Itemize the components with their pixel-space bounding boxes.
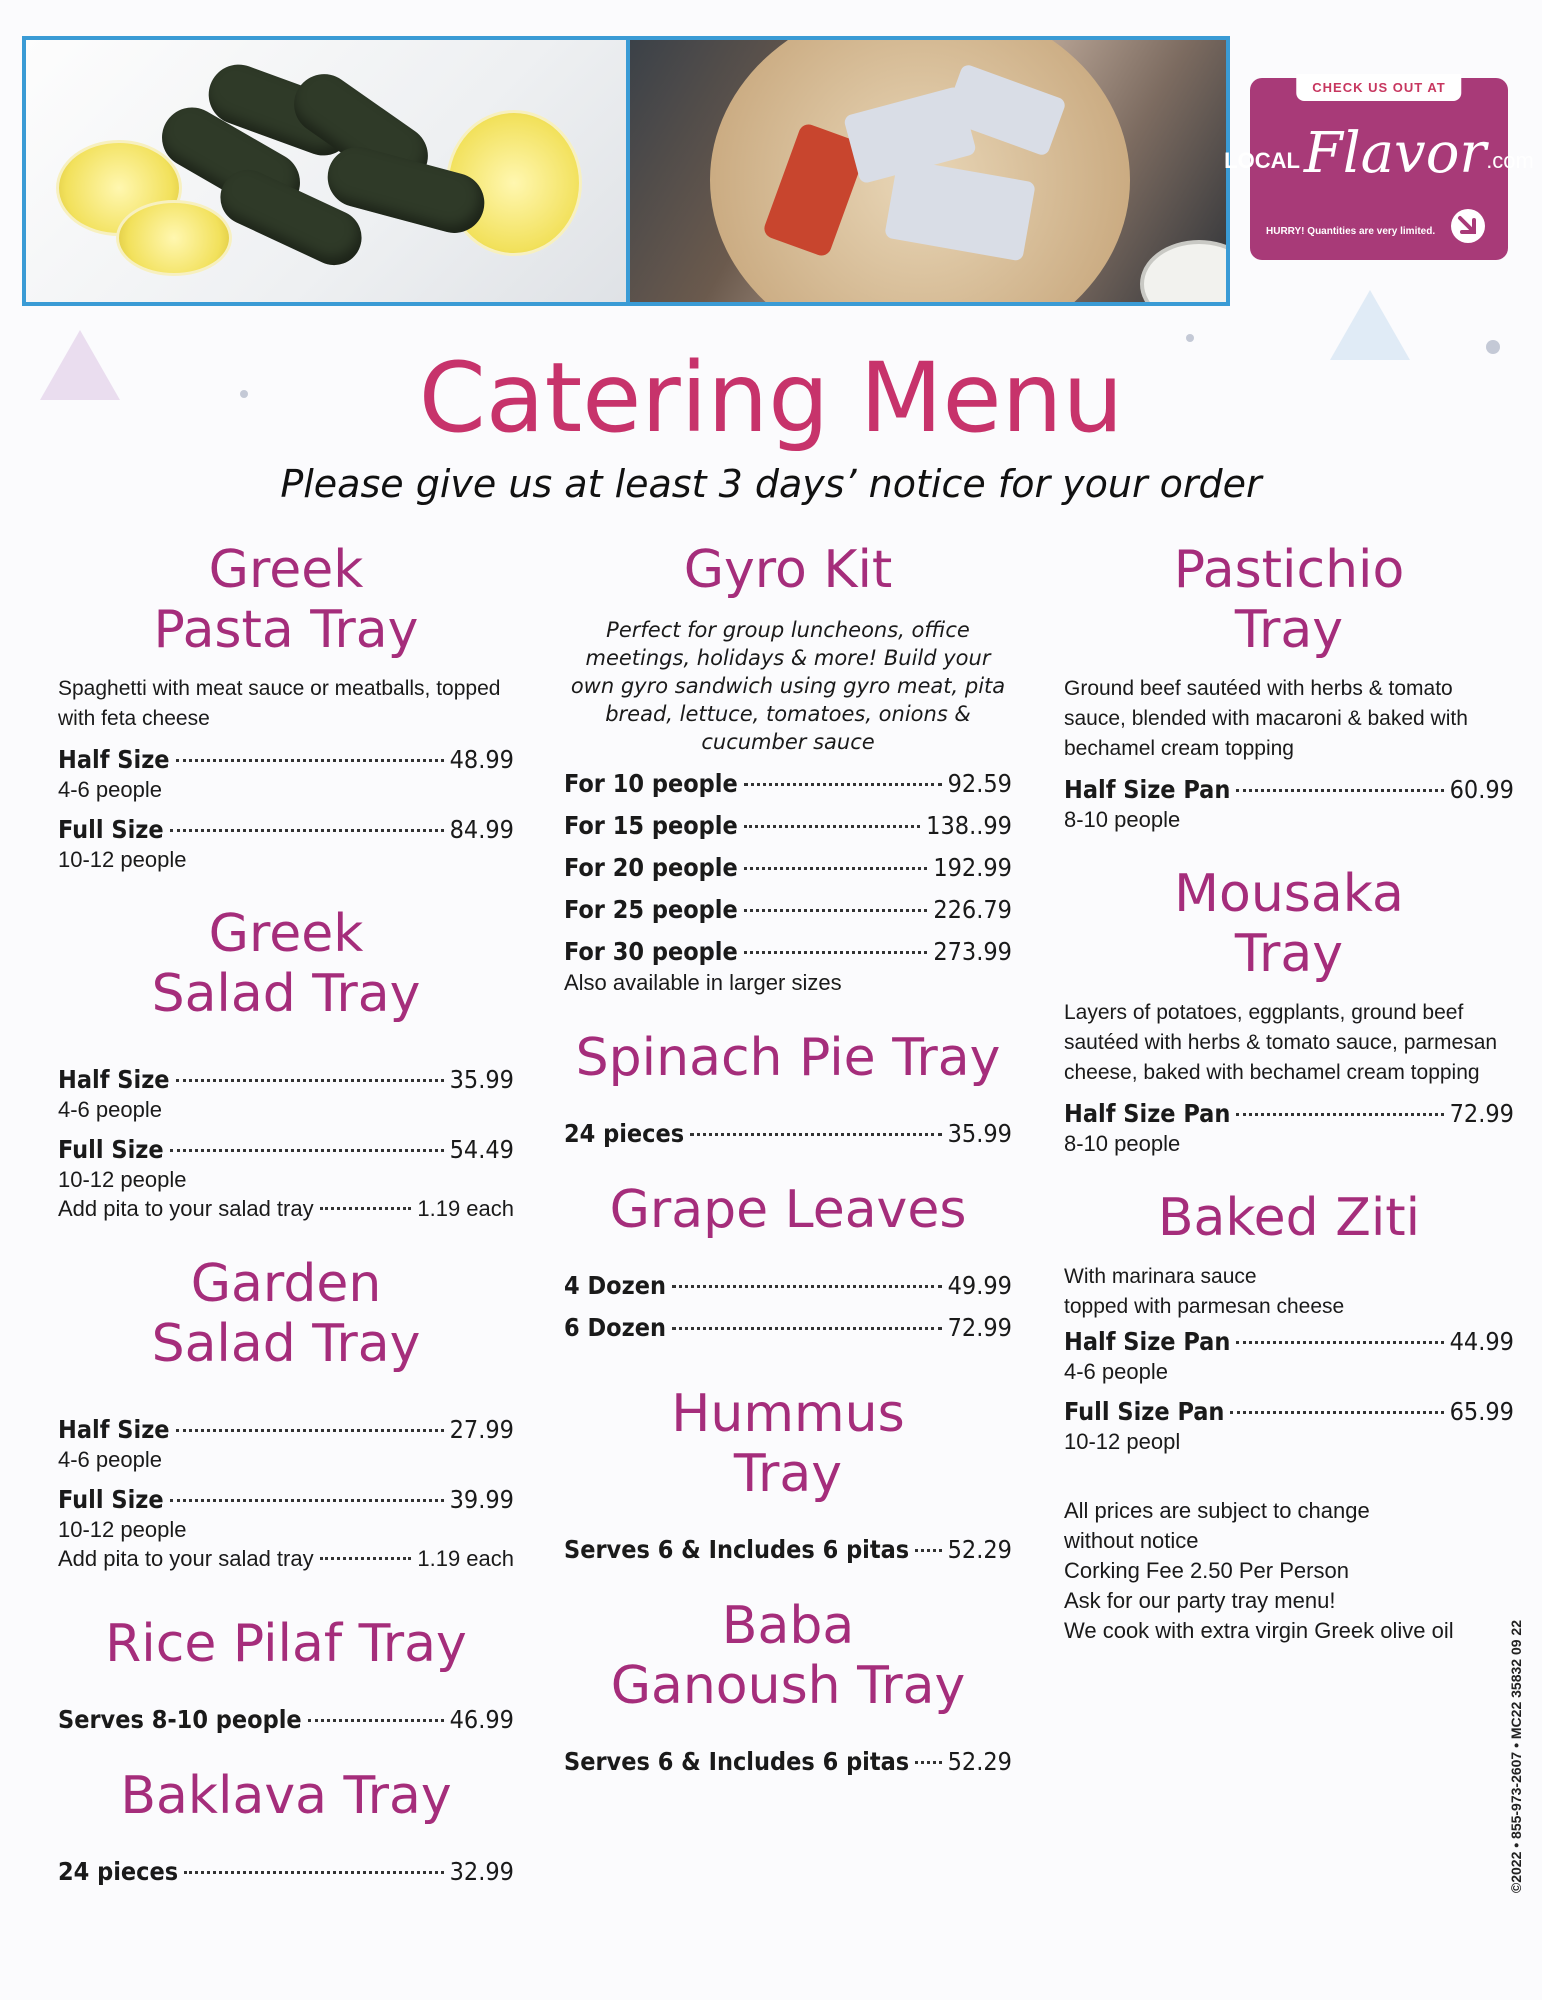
section-gyro-kit	[564, 540, 1012, 998]
leader-dots	[1236, 1113, 1443, 1116]
item-price: 72.99	[1449, 1099, 1514, 1128]
section-description: Ground beef sautéed with herbs & tomato sauce, blended with macaroni & baked with bechamel cream topping	[1064, 677, 1468, 760]
menu-item	[58, 1414, 514, 1446]
leader-dots	[690, 1133, 941, 1136]
item-label: Half Size Pan	[1064, 775, 1231, 804]
addon-item	[58, 1544, 514, 1574]
item-label: Full Size	[58, 1135, 164, 1164]
menu-item	[564, 1534, 1012, 1566]
title-line: Salad Tray	[151, 1314, 421, 1374]
badge-top-label: CHECK US OUT AT	[1296, 74, 1461, 101]
item-price: 273.99	[933, 937, 1012, 966]
item-price: 52.29	[947, 1747, 1012, 1776]
leader-dots	[1230, 1411, 1443, 1414]
menu-item	[564, 852, 1012, 884]
item-label: Half Size Pan	[1064, 1099, 1231, 1128]
leader-dots	[176, 1429, 444, 1432]
section-title	[58, 1254, 514, 1374]
leader-dots	[170, 1149, 444, 1152]
menu-item	[58, 1064, 514, 1096]
item-serving: 10-12 people	[58, 847, 187, 872]
section-title: Baked Ziti	[1157, 1188, 1421, 1248]
leader-dots	[1236, 1341, 1443, 1344]
menu-item	[58, 814, 514, 846]
desc-line: With marinara sauce	[1064, 1265, 1257, 1288]
item-price: 226.79	[933, 895, 1012, 924]
leader-dots	[744, 867, 928, 870]
item-serving: 8-10 people	[1064, 807, 1181, 832]
menu-item	[58, 1134, 514, 1166]
item-serving: 10-12 people	[58, 1167, 187, 1192]
section-pastichio	[1064, 540, 1514, 834]
menu-item	[564, 1312, 1012, 1344]
item-label: For 15 people	[564, 811, 738, 840]
item-price: 27.99	[449, 1415, 514, 1444]
menu-item	[58, 1856, 514, 1888]
section-title	[58, 904, 514, 1024]
section-title	[1064, 864, 1514, 984]
item-price: 138..99	[926, 811, 1012, 840]
section-title: Gyro Kit	[683, 540, 893, 600]
item-price: 60.99	[1449, 775, 1514, 804]
menu-item	[58, 1484, 514, 1516]
note-line: Corking Fee 2.50 Per Person	[1064, 1558, 1349, 1583]
note-line: without notice	[1064, 1528, 1199, 1553]
item-label: Serves 6 & Includes 6 pitas	[564, 1747, 910, 1776]
section-greek-salad	[58, 904, 514, 1224]
title-line: Greek	[208, 904, 364, 964]
title-line: Tray	[1234, 600, 1344, 660]
section-note: Also available in larger sizes	[564, 970, 842, 995]
section-baklava	[58, 1766, 514, 1888]
item-label: 24 pieces	[564, 1119, 685, 1148]
menu-item	[564, 1270, 1012, 1302]
leader-dots	[170, 1499, 444, 1502]
item-price: 44.99	[1449, 1327, 1514, 1356]
item-label: 4 Dozen	[564, 1271, 666, 1300]
gyro-photo	[630, 40, 1226, 302]
menu-column-left	[58, 540, 514, 1888]
menu-item	[1064, 1396, 1514, 1428]
item-label: For 20 people	[564, 853, 738, 882]
badge-hurry: HURRY! Quantities are very limited.	[1266, 226, 1436, 237]
photo-band	[22, 36, 1230, 306]
section-title: Rice Pilaf Tray	[105, 1614, 467, 1674]
item-serving: 10-12 people	[58, 1517, 187, 1542]
title-line: Tray	[733, 1444, 843, 1504]
lemon-slice	[116, 200, 232, 276]
section-title	[564, 1384, 1012, 1504]
item-price: 35.99	[449, 1065, 514, 1094]
leader-dots	[744, 783, 942, 786]
item-price: 65.99	[1449, 1397, 1514, 1426]
menu-item	[564, 894, 1012, 926]
item-price: 72.99	[947, 1313, 1012, 1342]
section-garden-salad	[58, 1254, 514, 1574]
addon-price: 1.19 each	[417, 1546, 514, 1571]
leader-dots	[744, 951, 928, 954]
menu-item	[58, 744, 514, 776]
item-label: 24 pieces	[58, 1857, 179, 1886]
section-title	[1064, 540, 1514, 660]
item-label: For 10 people	[564, 769, 738, 798]
item-serving: 4-6 people	[58, 1447, 162, 1472]
menu-item	[564, 768, 1012, 800]
item-serving: 4-6 people	[1064, 1359, 1168, 1384]
item-price: 192.99	[933, 853, 1012, 882]
note-line: We cook with extra virgin Greek olive oil	[1064, 1618, 1454, 1643]
section-title	[58, 540, 514, 660]
item-serving: 8-10 people	[1064, 1131, 1181, 1156]
menu-item	[1064, 774, 1514, 806]
menu-item	[1064, 1326, 1514, 1358]
section-description	[1064, 1262, 1514, 1322]
item-label: 6 Dozen	[564, 1313, 666, 1342]
title-line: Pastichio	[1173, 540, 1405, 600]
item-price: 48.99	[449, 745, 514, 774]
local-flavor-badge[interactable]	[1224, 78, 1534, 260]
section-baked-ziti	[1064, 1188, 1514, 1456]
addon-label: Add pita to your salad tray	[58, 1196, 314, 1221]
item-serving: 10-12 peopl	[1064, 1429, 1181, 1454]
leader-dots	[176, 1079, 444, 1082]
section-greek-pasta	[58, 540, 514, 874]
item-label: Full Size	[58, 1485, 164, 1514]
item-price: 35.99	[947, 1119, 1012, 1148]
badge-com: .com	[1486, 148, 1534, 173]
footer-notes	[1064, 1496, 1514, 1646]
item-label: For 30 people	[564, 937, 738, 966]
leader-dots	[672, 1327, 942, 1330]
title-line: Tray	[1234, 924, 1344, 984]
page-title: Catering Menu	[418, 342, 1124, 454]
section-spinach-pie	[564, 1028, 1012, 1150]
leader-dots	[744, 825, 920, 828]
leader-dots	[308, 1719, 444, 1722]
item-label: Half Size	[58, 745, 170, 774]
grape-leaves-photo	[26, 40, 626, 302]
item-price: 52.29	[947, 1535, 1012, 1564]
section-baba-ganoush	[564, 1596, 1012, 1778]
item-price: 49.99	[947, 1271, 1012, 1300]
item-label: Half Size	[58, 1065, 170, 1094]
item-label: Full Size	[58, 815, 164, 844]
leader-dots	[320, 1207, 412, 1210]
menu-item	[564, 936, 1012, 968]
leader-dots	[915, 1761, 941, 1764]
title-line: Pasta Tray	[153, 600, 419, 660]
section-description: Spaghetti with meat sauce or meatballs, topped with feta cheese	[58, 677, 501, 730]
item-price: 32.99	[449, 1857, 514, 1886]
page-subtitle: Please give us at least 3 days’ notice for your order	[280, 462, 1262, 506]
menu-item	[564, 1746, 1012, 1778]
item-price: 84.99	[449, 815, 514, 844]
section-grape-leaves	[564, 1180, 1012, 1344]
badge-logo	[1224, 121, 1534, 186]
title-line: Baba	[721, 1596, 855, 1656]
note-line: All prices are subject to change	[1064, 1498, 1370, 1523]
decor-dot	[1186, 334, 1194, 342]
badge-flavor: Flavor	[1303, 121, 1487, 186]
title-line: Hummus	[671, 1384, 905, 1444]
menu-column-middle	[564, 540, 1012, 1778]
section-title: Grape Leaves	[609, 1180, 967, 1240]
print-code: ©2022 • 855-973-2607 • MC22 35832 09 22	[1508, 1620, 1524, 1894]
addon-label: Add pita to your salad tray	[58, 1546, 314, 1571]
item-serving: 4-6 people	[58, 777, 162, 802]
item-price: 46.99	[449, 1705, 514, 1734]
section-rice-pilaf	[58, 1614, 514, 1736]
leader-dots	[672, 1285, 942, 1288]
leader-dots	[744, 909, 928, 912]
title-line: Ganoush Tray	[610, 1656, 966, 1716]
section-title: Baklava Tray	[120, 1766, 452, 1826]
item-serving: 4-6 people	[58, 1097, 162, 1122]
addon-price: 1.19 each	[417, 1196, 514, 1221]
desc-line: topped with parmesan cheese	[1064, 1295, 1345, 1318]
section-description: Layers of potatoes, eggplants, ground beef sautéed with herbs & tomato sauce, parmesan cheese, baked with bechamel cream topping	[1064, 1001, 1498, 1084]
section-hummus	[564, 1384, 1012, 1566]
item-label: Serves 6 & Includes 6 pitas	[564, 1535, 910, 1564]
menu-column-right	[1064, 540, 1514, 1646]
leader-dots	[176, 759, 444, 762]
item-label: Full Size Pan	[1064, 1397, 1225, 1426]
leader-dots	[915, 1549, 941, 1552]
sauce-cup	[1140, 240, 1230, 306]
item-label: Serves 8-10 people	[58, 1705, 302, 1734]
item-price: 39.99	[449, 1485, 514, 1514]
title-line: Greek	[208, 540, 364, 600]
item-price: 92.59	[947, 769, 1012, 798]
note-line: Ask for our party tray menu!	[1064, 1588, 1336, 1613]
section-mousaka	[1064, 864, 1514, 1158]
section-description: Perfect for group luncheons, office meetings, holidays & more! Build your own gyro sandwich using gyro meat, pita bread, lettuce, tomatoes, onions & cucumber sauce	[570, 618, 1006, 754]
section-title	[564, 1596, 1012, 1716]
leader-dots	[170, 829, 444, 832]
arrow-icon	[1450, 208, 1486, 244]
item-label: Half Size	[58, 1415, 170, 1444]
addon-item	[58, 1194, 514, 1224]
title-line: Salad Tray	[151, 964, 421, 1024]
menu-item	[564, 1118, 1012, 1150]
item-label: Half Size Pan	[1064, 1327, 1231, 1356]
item-price: 54.49	[449, 1135, 514, 1164]
badge-local: LOCAL	[1224, 148, 1300, 173]
item-label: For 25 people	[564, 895, 738, 924]
leader-dots	[1236, 789, 1443, 792]
title-line: Mousaka	[1174, 864, 1404, 924]
section-title: Spinach Pie Tray	[575, 1028, 1001, 1088]
menu-item	[58, 1704, 514, 1736]
menu-item	[1064, 1098, 1514, 1130]
leader-dots	[320, 1557, 412, 1560]
title-line: Garden	[190, 1254, 382, 1314]
leader-dots	[184, 1871, 443, 1874]
menu-item	[564, 810, 1012, 842]
